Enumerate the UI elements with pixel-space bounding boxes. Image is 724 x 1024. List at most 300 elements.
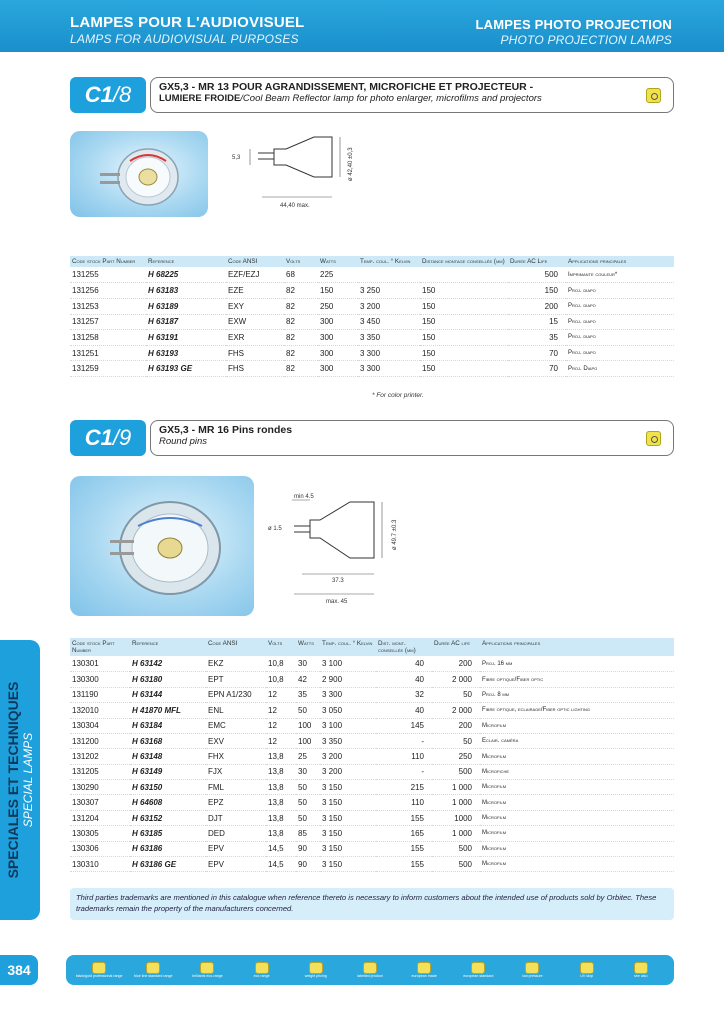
- table-cell: H 63193 GE: [146, 361, 226, 377]
- cool-beam-symbol-icon: [646, 88, 661, 103]
- table-cell: 12: [266, 718, 296, 733]
- section-code-suffix: /8: [112, 82, 132, 107]
- table-cell: 90: [296, 857, 320, 872]
- dim-label-2: ø 1.5: [268, 526, 282, 532]
- table-cell: [358, 267, 420, 283]
- table-row: [70, 826, 674, 841]
- col-header: Durée AC life: [434, 640, 471, 647]
- table-cell: EXR: [226, 330, 284, 346]
- table-cell: 85: [296, 826, 320, 841]
- table-row: [70, 267, 674, 283]
- section-code: C1: [84, 425, 113, 450]
- dimension-drawing-mr16-graphic: [262, 490, 438, 608]
- dimension-drawing-mr13-graphic: [222, 131, 372, 235]
- table-row: [70, 672, 674, 687]
- legend-symbol-icon: [255, 962, 269, 974]
- table-cell: 131190: [70, 687, 130, 702]
- table-cell: 3 300: [358, 345, 420, 361]
- footer-legend-item: [400, 962, 448, 979]
- table-row: [70, 656, 674, 671]
- table-cell: 130301: [70, 656, 130, 671]
- section-subtitle: [159, 93, 665, 104]
- table-cell: 2 000: [432, 703, 480, 718]
- table-cell: 2 000: [432, 672, 480, 687]
- table-cell: Proj. diapo: [566, 345, 674, 361]
- table-cell: 1000: [432, 810, 480, 825]
- table-cell: 13,8: [266, 826, 296, 841]
- table-cell: DED: [206, 826, 266, 841]
- trademark-disclaimer: Third parties trademarks are mentioned in this catalogue when reference thereto is necessary to inform customers about the intended use of products sold by Orbitec. These trademarks remain the property of the manufacturers concerned.: [70, 888, 674, 920]
- table-cell: 130307: [70, 795, 130, 810]
- table-cell: 500: [432, 764, 480, 779]
- table-cell: 130304: [70, 718, 130, 733]
- table-cell: H 63184: [130, 718, 206, 733]
- table-cell: H 63150: [130, 780, 206, 795]
- table-cell: 215: [376, 780, 432, 795]
- table-cell: FHS: [226, 361, 284, 377]
- table-cell: 35: [508, 330, 566, 346]
- lamp-photo-mr13-graphic: [70, 131, 208, 217]
- table-cell: 3 050: [320, 703, 376, 718]
- section-title-box: [150, 77, 674, 113]
- side-tab-text: [5, 682, 35, 879]
- table-cell: EXV: [206, 733, 266, 748]
- table-cell: 82: [284, 361, 318, 377]
- legend-symbol-icon: [309, 962, 323, 974]
- table-cell: Microfilm: [480, 718, 674, 733]
- section-code-badge: [70, 420, 146, 456]
- header-right-subtitle: PHOTO PROJECTION LAMPS: [500, 33, 672, 47]
- table-cell: 3 350: [320, 733, 376, 748]
- table-cell: Proj. diapo: [566, 330, 674, 346]
- table-cell: Proj. Diapo: [566, 361, 674, 377]
- table-cell: 150: [420, 298, 508, 314]
- col-header: Code stock Part Number: [72, 258, 136, 265]
- legend-label: european standard: [463, 973, 494, 978]
- table-cell: 300: [318, 330, 358, 346]
- table-row: [70, 810, 674, 825]
- table-cell: 13,8: [266, 810, 296, 825]
- table-cell: EPV: [206, 857, 266, 872]
- table-cell: 50: [432, 733, 480, 748]
- table-cell: -: [376, 733, 432, 748]
- table-cell: 50: [296, 780, 320, 795]
- table-cell: 145: [376, 718, 432, 733]
- page-number: 384: [0, 955, 38, 985]
- table-cell: EPN A1/230: [206, 687, 266, 702]
- table-cell: 155: [376, 841, 432, 856]
- table-cell: 13,8: [266, 749, 296, 764]
- table-cell: 32: [376, 687, 432, 702]
- legend-label: eco range: [253, 973, 270, 978]
- product-table-mr13: [70, 256, 674, 377]
- dim-label-5: max. 45: [326, 599, 348, 605]
- col-header: Watts: [320, 258, 336, 265]
- table-cell: H 63186 GE: [130, 857, 206, 872]
- table-row: [70, 298, 674, 314]
- table-cell: 13,8: [266, 795, 296, 810]
- table-cell: 150: [318, 283, 358, 299]
- legend-symbol-icon: [92, 962, 106, 974]
- table-cell: 70: [508, 345, 566, 361]
- table-cell: 50: [432, 687, 480, 702]
- table-cell: H 63148: [130, 749, 206, 764]
- table-cell: 3 150: [320, 795, 376, 810]
- col-header: Watts: [298, 640, 314, 647]
- col-header: Volts: [286, 258, 301, 265]
- table-cell: EPZ: [206, 795, 266, 810]
- table-cell: H 41870 MFL: [130, 703, 206, 718]
- table-cell: 150: [420, 330, 508, 346]
- legend-label: weight pricing: [304, 973, 327, 978]
- dimension-drawing-mr13: [222, 131, 372, 235]
- table-row: [70, 703, 674, 718]
- table-cell: H 64608: [130, 795, 206, 810]
- table-cell: 40: [376, 656, 432, 671]
- dimension-drawing-mr16: [262, 490, 438, 608]
- table-cell: 70: [508, 361, 566, 377]
- col-header: Code stock Part Number: [72, 640, 115, 655]
- lamp-photo-mr16-graphic: [70, 476, 254, 616]
- table-cell: 165: [376, 826, 432, 841]
- dim-label-1: min 4.5: [294, 494, 314, 500]
- lamp-photo-mr13: [70, 131, 208, 217]
- table-cell: EPT: [206, 672, 266, 687]
- table-cell: 82: [284, 298, 318, 314]
- table-cell: 2 900: [320, 672, 376, 687]
- table-cell: 150: [508, 283, 566, 299]
- legend-label: labelled product: [357, 973, 383, 978]
- section-subtitle: Round pins: [159, 436, 208, 447]
- table-row: [70, 330, 674, 346]
- table-cell: 14,5: [266, 841, 296, 856]
- table-cell: 131257: [70, 314, 146, 330]
- table-cell: 25: [296, 749, 320, 764]
- table-cell: 13,8: [266, 764, 296, 779]
- table-cell: 3 350: [358, 330, 420, 346]
- product-table-mr16: [70, 638, 674, 872]
- table-cell: 10,8: [266, 672, 296, 687]
- table-cell: 500: [508, 267, 566, 283]
- section-c1-9-banner: [70, 420, 674, 456]
- table-cell: H 63180: [130, 672, 206, 687]
- table-cell: H 63144: [130, 687, 206, 702]
- table-cell: 82: [284, 330, 318, 346]
- table-cell: 131253: [70, 298, 146, 314]
- table-row: [70, 283, 674, 299]
- table-cell: 3 200: [320, 764, 376, 779]
- table-cell: Microfiche: [480, 764, 674, 779]
- table-cell: H 63152: [130, 810, 206, 825]
- table-cell: 30: [296, 764, 320, 779]
- table-cell: H 68225: [146, 267, 226, 283]
- table-cell: 100: [296, 718, 320, 733]
- side-category-tab: [0, 640, 40, 920]
- col-header: Reference: [132, 640, 159, 647]
- table-cell: 130305: [70, 826, 130, 841]
- table-cell: 150: [420, 361, 508, 377]
- table-cell: 250: [432, 749, 480, 764]
- table-row: [70, 780, 674, 795]
- table-cell: 130290: [70, 780, 130, 795]
- table-cell: H 63168: [130, 733, 206, 748]
- legend-label: european made: [411, 973, 437, 978]
- table-row: [70, 687, 674, 702]
- table-cell: 300: [318, 314, 358, 330]
- table-cell: Microfilm: [480, 795, 674, 810]
- col-header: Applications principales: [482, 640, 541, 647]
- table-row: [70, 857, 674, 872]
- dim-label-2: ø 42,40 ±0,3: [348, 147, 354, 181]
- col-header: Volts: [268, 640, 283, 647]
- footer-legend-item: [346, 962, 394, 979]
- table-cell: 150: [420, 345, 508, 361]
- section-title-box: [150, 420, 674, 456]
- table-body: [70, 656, 674, 871]
- table-cell: 250: [318, 298, 358, 314]
- table-row: [70, 841, 674, 856]
- legend-symbol-icon: [580, 962, 594, 974]
- table-cell: Fibre optique/Fiber optic: [480, 672, 674, 687]
- table-cell: 3 150: [320, 841, 376, 856]
- table-cell: -: [376, 764, 432, 779]
- table-cell: 131200: [70, 733, 130, 748]
- table-cell: 40: [376, 672, 432, 687]
- table-cell: 155: [376, 810, 432, 825]
- footer-legend-bar: [66, 955, 674, 985]
- table-cell: 30: [296, 656, 320, 671]
- table-cell: EMC: [206, 718, 266, 733]
- table-cell: 200: [432, 656, 480, 671]
- table-cell: 131202: [70, 749, 130, 764]
- table-row: [70, 314, 674, 330]
- table-row: [70, 361, 674, 377]
- table-cell: 10,8: [266, 656, 296, 671]
- table-cell: H 63186: [130, 841, 206, 856]
- dim-label-3: 44,40 max.: [280, 203, 310, 209]
- table-cell: Imprimante couleur*: [566, 267, 674, 283]
- table-cell: 50: [296, 795, 320, 810]
- col-header: Code ANSI: [208, 640, 238, 647]
- table-cell: 3 100: [320, 718, 376, 733]
- legend-label: see also: [634, 973, 648, 978]
- table-cell: 131251: [70, 345, 146, 361]
- footer-legend-item: [183, 962, 231, 979]
- table-cell: Proj. 16 mm: [480, 656, 674, 671]
- header-right-title: LAMPES PHOTO PROJECTION: [475, 17, 672, 32]
- table-cell: 131204: [70, 810, 130, 825]
- table-cell: 100: [296, 733, 320, 748]
- legend-symbol-icon: [417, 962, 431, 974]
- table-cell: Microfilm: [480, 810, 674, 825]
- section-subtitle-rest: /Cool Beam Reflector lamp for photo enlarger, microfilms and projectors: [240, 93, 542, 104]
- table-cell: H 63193: [146, 345, 226, 361]
- table-cell: EPV: [206, 841, 266, 856]
- table-cell: EXW: [226, 314, 284, 330]
- col-header: Temp. coul. ° Kelvin: [360, 258, 411, 265]
- legend-symbol-icon: [146, 962, 160, 974]
- table-cell: 3 200: [320, 749, 376, 764]
- table-cell: 82: [284, 283, 318, 299]
- table-cell: H 63149: [130, 764, 206, 779]
- table-header-row: [70, 256, 674, 267]
- table-cell: 82: [284, 314, 318, 330]
- footer-legend-item: [238, 962, 286, 979]
- table-cell: FML: [206, 780, 266, 795]
- table-cell: 131255: [70, 267, 146, 283]
- page-header: [0, 0, 724, 52]
- table-cell: 3 150: [320, 780, 376, 795]
- col-header: Dist. mont. conseillée (mm): [378, 640, 416, 655]
- table-cell: Microfilm: [480, 826, 674, 841]
- side-tab-line-1: SPECIALES ET TECHNIQUES: [5, 681, 21, 879]
- table-cell: 3 300: [320, 687, 376, 702]
- table-cell: 3 150: [320, 857, 376, 872]
- table-header-row: [70, 638, 674, 656]
- legend-symbol-icon: [200, 962, 214, 974]
- table-cell: 1 000: [432, 795, 480, 810]
- table-row: [70, 345, 674, 361]
- table-cell: 3 300: [358, 361, 420, 377]
- table-cell: 300: [318, 361, 358, 377]
- table-cell: 3 100: [320, 656, 376, 671]
- header-left-title: LAMPES POUR L'AUDIOVISUEL: [70, 14, 305, 31]
- table-cell: H 63142: [130, 656, 206, 671]
- table-row: [70, 718, 674, 733]
- table-cell: Microfilm: [480, 780, 674, 795]
- legend-symbol-icon: [525, 962, 539, 974]
- table-cell: 131256: [70, 283, 146, 299]
- table-cell: EZE: [226, 283, 284, 299]
- table-cell: [420, 267, 508, 283]
- table-cell: 90: [296, 841, 320, 856]
- col-header: Code ANSI: [228, 258, 258, 265]
- footer-legend-item: [292, 962, 340, 979]
- table-cell: 12: [266, 687, 296, 702]
- table-cell: 68: [284, 267, 318, 283]
- table-cell: 225: [318, 267, 358, 283]
- table-cell: 14,5: [266, 857, 296, 872]
- table-cell: Microfilm: [480, 841, 674, 856]
- legend-label: low pressure: [522, 973, 543, 978]
- table-cell: 42: [296, 672, 320, 687]
- table-cell: 82: [284, 345, 318, 361]
- footer-legend-item: [454, 962, 502, 979]
- table-row: [70, 764, 674, 779]
- legend-label: UV stop: [580, 973, 594, 978]
- table-body: [70, 267, 674, 376]
- dim-label-4: 37.3: [332, 578, 344, 584]
- table-cell: 150: [420, 283, 508, 299]
- table-cell: H 63183: [146, 283, 226, 299]
- table-cell: FHS: [226, 345, 284, 361]
- table-cell: 1 000: [432, 780, 480, 795]
- legend-label: brilliants eco-range: [192, 973, 223, 978]
- table-cell: 500: [432, 841, 480, 856]
- footer-legend-item: [563, 962, 611, 979]
- section-title: GX5,3 - MR 13 POUR AGRANDISSEMENT, MICROFICHE ET PROJECTEUR -: [159, 81, 534, 93]
- col-header: Reference: [148, 258, 175, 265]
- table-cell: 15: [508, 314, 566, 330]
- table-cell: Proj. diapo: [566, 298, 674, 314]
- table-cell: Eclair. caméra: [480, 733, 674, 748]
- table-cell: 12: [266, 733, 296, 748]
- table-cell: 130306: [70, 841, 130, 856]
- table-cell: 13,8: [266, 780, 296, 795]
- table-cell: 40: [376, 703, 432, 718]
- section-code: C1: [84, 82, 113, 107]
- header-left-subtitle: LAMPS FOR AUDIOVISUAL PURPOSES: [70, 32, 299, 46]
- table-cell: H 63191: [146, 330, 226, 346]
- footnote: * For color printer.: [372, 392, 424, 399]
- table-cell: 132010: [70, 703, 130, 718]
- footer-legend-item: [129, 962, 177, 979]
- legend-label: blue line standard range: [133, 973, 173, 978]
- legend-label: black/gold professional range: [75, 973, 123, 978]
- table-cell: EZF/EZJ: [226, 267, 284, 283]
- table-cell: H 63189: [146, 298, 226, 314]
- table-cell: 130300: [70, 672, 130, 687]
- table-cell: 130310: [70, 857, 130, 872]
- table-cell: 200: [508, 298, 566, 314]
- table-row: [70, 733, 674, 748]
- table-cell: Proj. diapo: [566, 314, 674, 330]
- cool-beam-symbol-icon: [646, 431, 661, 446]
- table-cell: Proj. 8 mm: [480, 687, 674, 702]
- table-cell: Microfilm: [480, 857, 674, 872]
- footer-legend-item: [75, 962, 123, 979]
- table-cell: 200: [432, 718, 480, 733]
- section-code-suffix: /9: [112, 425, 132, 450]
- table-cell: H 63187: [146, 314, 226, 330]
- section-subtitle-bold: LUMIERE FROIDE: [159, 93, 241, 104]
- col-header: Durée AC Life: [510, 258, 548, 265]
- col-header: Temp. coul. ° Kelvin: [322, 640, 373, 647]
- table-cell: 3 450: [358, 314, 420, 330]
- section-title: GX5,3 - MR 16 Pins rondes: [159, 424, 293, 436]
- table-cell: 150: [420, 314, 508, 330]
- table-cell: 131258: [70, 330, 146, 346]
- legend-symbol-icon: [363, 962, 377, 974]
- table-cell: 3 150: [320, 810, 376, 825]
- table-cell: 110: [376, 795, 432, 810]
- table-cell: 500: [432, 857, 480, 872]
- table-cell: Microfilm: [480, 749, 674, 764]
- table-cell: 3 150: [320, 826, 376, 841]
- table-cell: 3 200: [358, 298, 420, 314]
- table-cell: 3 250: [358, 283, 420, 299]
- section-code-badge: [70, 77, 146, 113]
- section-c1-8-banner: [70, 77, 674, 113]
- table-cell: FJX: [206, 764, 266, 779]
- table-cell: 110: [376, 749, 432, 764]
- table-row: [70, 795, 674, 810]
- dim-label-3: ø 49.7 ±0.3: [392, 519, 398, 550]
- table-cell: FHX: [206, 749, 266, 764]
- table-cell: 155: [376, 857, 432, 872]
- table-cell: Fibre optique, eclairage/Fiber optic lighting: [480, 703, 674, 718]
- table-cell: EKZ: [206, 656, 266, 671]
- table-cell: 131259: [70, 361, 146, 377]
- table-cell: EXY: [226, 298, 284, 314]
- table-cell: 300: [318, 345, 358, 361]
- table-cell: DJT: [206, 810, 266, 825]
- table-cell: ENL: [206, 703, 266, 718]
- side-tab-line-2: SPECIAL LAMPS: [21, 732, 35, 828]
- legend-symbol-icon: [471, 962, 485, 974]
- footer-legend-item: [617, 962, 665, 979]
- table-cell: 131205: [70, 764, 130, 779]
